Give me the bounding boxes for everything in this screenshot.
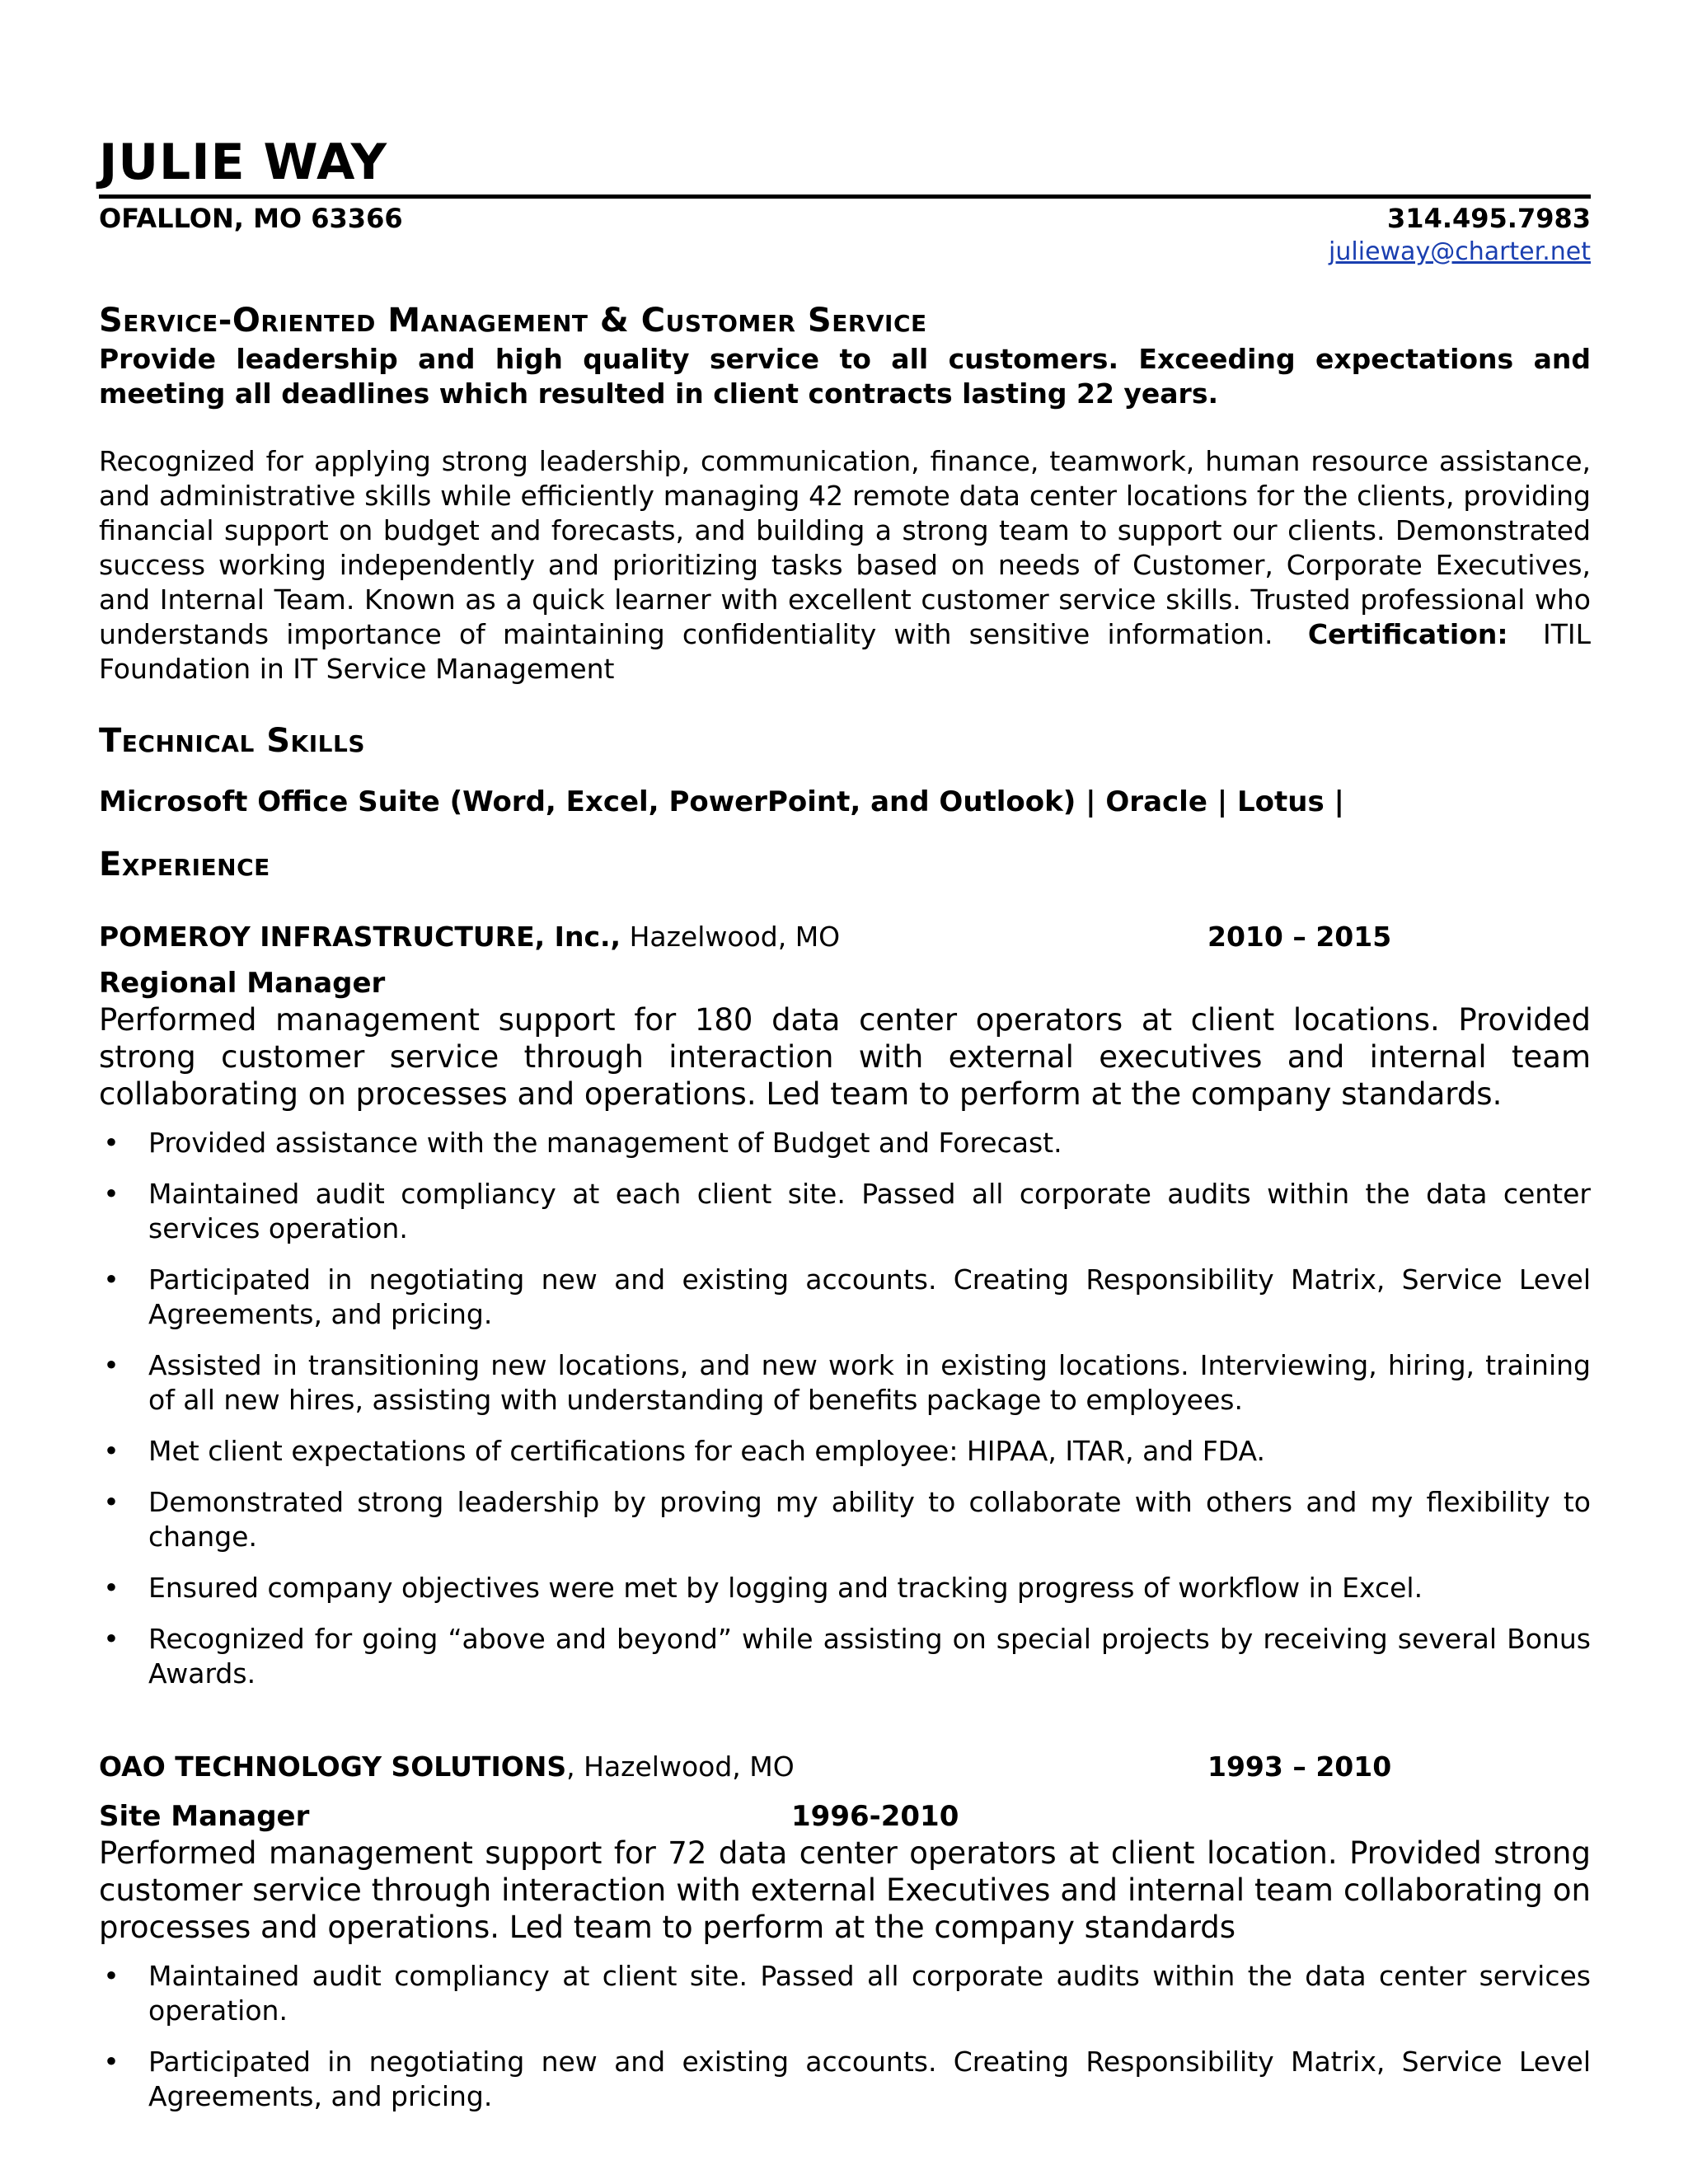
header-divider: [99, 194, 1591, 199]
resume-page: [99, 132, 1591, 2130]
contact-row: [99, 200, 1591, 237]
job-company: OAO TECHNOLOGY SOLUTIONS: [99, 1750, 567, 1783]
bullet-text: Recognized for going “above and beyond” while assisting on special projects by receiving several Bonus Awards.: [148, 1623, 1591, 1690]
job-role: Site Manager: [99, 1800, 310, 1833]
bullet-icon: •: [103, 1572, 120, 1604]
bullet-text: Maintained audit compliancy at client site. Passed all corporate audits within the data center services operation.: [148, 1960, 1591, 2027]
bullet-text: Ensured company objectives were met by logging and tracking progress of workflow in Excel.: [148, 1572, 1423, 1604]
job-dates: 2010 – 2015: [1207, 921, 1392, 953]
bullet-icon: •: [103, 1349, 120, 1381]
location: OFALLON, MO 63366: [99, 203, 403, 234]
bullet-icon: •: [103, 2046, 120, 2078]
bullet-text: Participated in negotiating new and existing accounts. Creating Responsibility Matrix, Service Level Agreements, and pricing.: [148, 1263, 1591, 1330]
job-company-line: [99, 1749, 1207, 1785]
phone[interactable]: 314.495.7983: [1387, 203, 1591, 234]
list-item: [99, 1959, 1591, 2028]
bullet-text: Participated in negotiating new and existing accounts. Creating Responsibility Matrix, Service Level Agreements, and pricing.: [148, 2046, 1591, 2112]
email-link[interactable]: julieway@charter.net: [1329, 237, 1591, 266]
bullet-icon: •: [103, 1127, 120, 1159]
skills-list: Microsoft Office Suite (Word, Excel, PowerPoint, and Outlook) | Oracle | Lotus |: [99, 785, 1344, 818]
job-location: , Hazelwood, MO: [566, 1750, 795, 1783]
job-dates: 1993 – 2010: [1207, 1750, 1392, 1783]
job-bullets: [99, 1126, 1591, 1691]
bullet-text: Provided assistance with the management of Budget and Forecast.: [148, 1127, 1062, 1159]
list-item: [99, 1177, 1591, 1246]
email-row: [99, 237, 1591, 268]
job-location: Hazelwood, MO: [629, 921, 841, 953]
bullet-icon: •: [103, 1263, 120, 1296]
certification-label: Certification:: [1307, 618, 1508, 650]
bullet-icon: •: [103, 1623, 120, 1655]
list-item: [99, 2045, 1591, 2114]
certification-value: ITIL Foundation in IT Service Management: [99, 618, 1591, 685]
profile-summary: [99, 444, 1591, 687]
list-item: [99, 1622, 1591, 1691]
bullet-text: Maintained audit compliancy at each client site. Passed all corporate audits within the data center services operation.: [148, 1178, 1591, 1244]
candidate-name: JULIE WAY: [99, 134, 388, 191]
list-item: [99, 1348, 1591, 1418]
bullet-text: Met client expectations of certifications for each employee: HIPAA, ITAR, and FDA.: [148, 1435, 1265, 1467]
list-item: [99, 1126, 1591, 1160]
experience-title: Experience: [99, 846, 270, 883]
job-bullets: [99, 1959, 1591, 2114]
job-role-row: [99, 1798, 1591, 1835]
list-item: [99, 1434, 1591, 1469]
job-header: [99, 1749, 1591, 1785]
list-item: [99, 1485, 1591, 1554]
bullet-text: Assisted in transitioning new locations, and new work in existing locations. Interviewing, hiring, training of all new hires, assisting with understanding of benefits package to employees.: [148, 1349, 1591, 1416]
job-summary: Performed management support for 180 data center operators at client locations. Provided strong customer service through interaction with external executives and internal team collaborating on processes and operations. Led team to perform at the company standards.: [99, 1002, 1591, 1112]
bullet-icon: •: [103, 1178, 120, 1210]
job-role-dates: 1996-2010: [791, 1800, 959, 1833]
bullet-icon: •: [103, 1960, 120, 1992]
profile-summary-text: Recognized for applying strong leadership, communication, finance, teamwork, human resource assistance, and administrative skills while efficiently managing 42 remote data center locations for the clients, providing financial support on budget and forecasts, and building a strong team to support our clients. Demonstrated success working independently and prioritizing tasks based on needs of Customer, Corporate Executives, and Internal Team. Known as a quick learner with excellent customer service skills. Trusted professional who understands importance of maintaining confidentiality with sensitive information.: [99, 445, 1591, 650]
list-item: [99, 1263, 1591, 1332]
profile-title: Service-Oriented Management & Customer Service: [99, 302, 927, 340]
list-item: [99, 1571, 1591, 1605]
job-company: POMEROY INFRASTRUCTURE, Inc.,: [99, 921, 621, 953]
job-header: [99, 919, 1591, 955]
bullet-icon: •: [103, 1435, 120, 1467]
bullet-icon: •: [103, 1486, 120, 1518]
job-summary: Performed management support for 72 data center operators at client location. Provided strong customer service through interaction with external Executives and internal team collaborating on processes and operations. Led team to perform at the company standards: [99, 1835, 1591, 1945]
job-company-line: [99, 919, 1207, 955]
bullet-text: Demonstrated strong leadership by proving my ability to collaborate with others and my flexibility to change.: [148, 1486, 1591, 1553]
job-role: Regional Manager: [99, 967, 386, 1000]
skills-title: Technical Skills: [99, 722, 366, 760]
profile-lead: Provide leadership and high quality service to all customers. Exceeding expectations and meeting all deadlines which resulted in client contracts lasting 22 years.: [99, 343, 1591, 410]
job-role-row: [99, 965, 1591, 1001]
